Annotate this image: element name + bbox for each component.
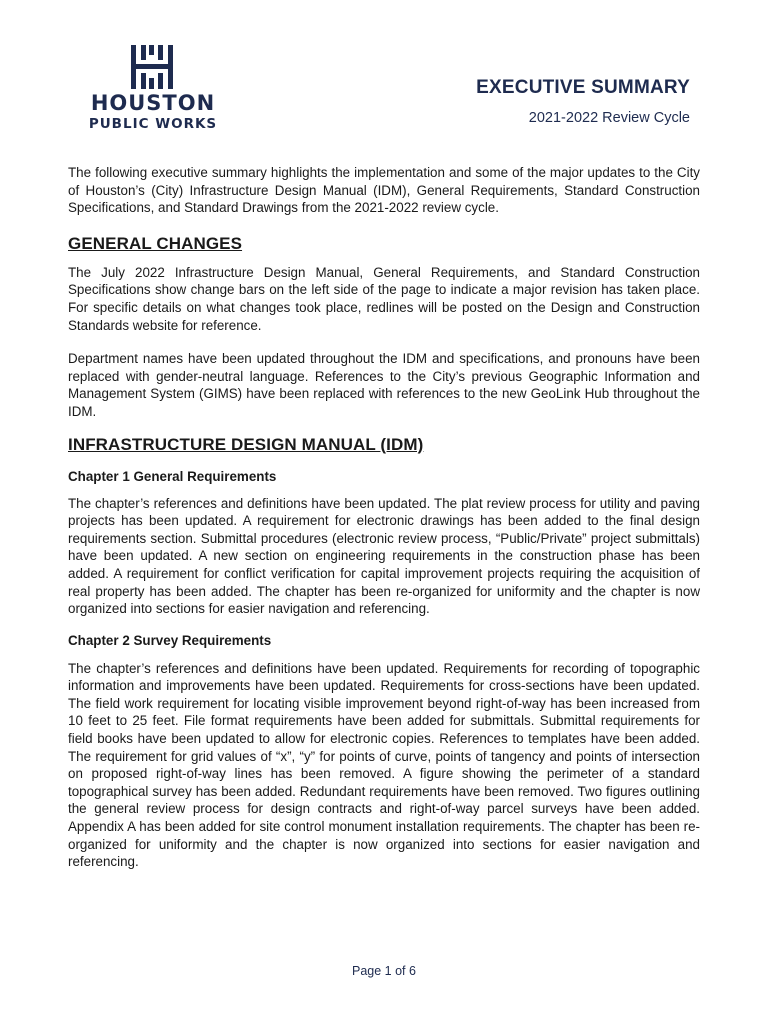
page-number: Page 1 of 6 xyxy=(352,964,416,978)
idm-heading: INFRASTRUCTURE DESIGN MANUAL (IDM) xyxy=(68,434,424,454)
intro-paragraph: The following executive summary highlights the implementation and some of the major updates to the City of Houston’s (City) Infrastructure Design Manual (IDM), General Requirements, Standard Construction Specifications, and Standard Drawings from the 2021-2022 review cycle. xyxy=(68,165,700,216)
logo-wordmark xyxy=(80,93,226,132)
general-changes-paragraph-2: Department names have been updated throughout the IDM and specifications, and pronouns have been replaced with gender-neutral language. References to the City’s previous Geographic Information and Management System (GIMS) have been replaced with references to the new GeoLink Hub throughout the IDM. xyxy=(68,351,700,419)
chapter-1-paragraph: The chapter’s references and definitions have been updated. The plat review process for utility and paving projects has been updated. A requirement for electronic drawings has been added to the final design requirements section. Submittal procedures (electronic review process, “Public/Private” project submittals) have been updated. A new section on engineering requirements in the construction phase has been added. A requirement for conflict verification for capital improvement projects requiring the acquisition of real property has been added. The chapter has been re-organized for uniformity and the chapter is now organized into sections for easier navigation and referencing. xyxy=(68,495,700,617)
page-subtitle: 2021-2022 Review Cycle xyxy=(528,110,690,126)
chapter-1-heading: Chapter 1 General Requirements xyxy=(68,468,277,484)
houston-public-works-logo xyxy=(80,43,226,137)
chapter-2-heading: Chapter 2 Survey Requirements xyxy=(68,632,272,648)
houston-h-logo-icon xyxy=(128,43,176,91)
general-changes-heading: GENERAL CHANGES xyxy=(68,233,243,253)
chapter-2-paragraph: The chapter’s references and definitions have been updated. Requirements for recording of topographic information and improvements have been updated. Requirements for cross-sections have been updated. The field work requirement for locating visible improvement beyond right-of-way has been increased from 10 feet to 25 feet. File format requirements have been added for submittals. Submittal requirements for field books have been updated to allow for electronic copies. References to templates have been added. The requirement for grid values of “x”, “y” for points of curve, points of tangency and points of intersection on proposed right-of-way lines has been removed. A figure showing the perimeter of a standard topographical survey has been added. Redundant requirements have been removed. Two figures outlining the general review process for design contracts and right-of-way parcel surveys have been added. Appendix A has been added for site control monument installation requirements. The chapter has been re-organized for uniformity and the chapter is now organized into sections for easier navigation and referencing. xyxy=(68,660,700,870)
document-body xyxy=(68,164,700,871)
logo-line-public-works: PUBLIC WORKS xyxy=(88,116,218,132)
page-title: EXECUTIVE SUMMARY xyxy=(476,77,690,98)
general-changes-paragraph-1: The July 2022 Infrastructure Design Manual, General Requirements, and Standard Construction Specifications show change bars on the left side of the page to indicate a major revision has taken place. For specific details on what changes took place, redlines will be posted on the Design and Construction Standards website for reference. xyxy=(68,264,700,333)
logo-line-houston: HOUSTON xyxy=(90,91,216,115)
